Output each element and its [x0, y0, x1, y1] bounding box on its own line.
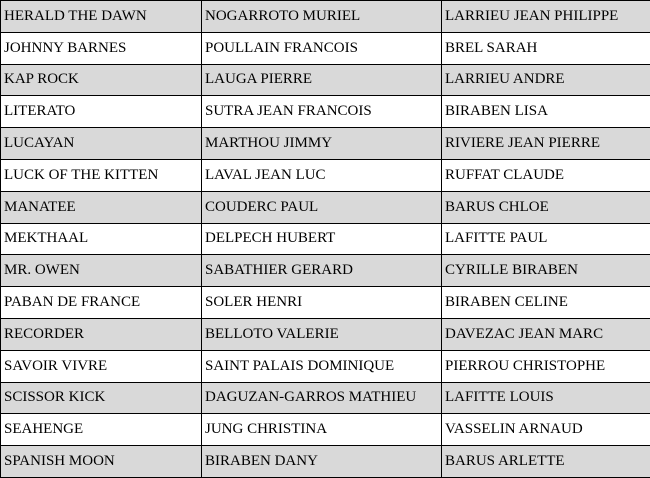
name-cell: SAVOIR VIVRE: [1, 350, 202, 382]
contact-cell: BIRABEN LISA: [442, 96, 650, 128]
name-cell: MEKTHAAL: [1, 223, 202, 255]
table-row: [1, 32, 650, 64]
contact-cell: LAFITTE LOUIS: [442, 382, 650, 414]
person-cell: SAINT PALAIS DOMINIQUE: [202, 350, 442, 382]
name-cell: MR. OWEN: [1, 255, 202, 287]
person-cell: LAUGA PIERRE: [202, 64, 442, 96]
contact-cell: LARRIEU JEAN PHILIPPE: [442, 1, 650, 33]
person-cell: JUNG CHRISTINA: [202, 414, 442, 446]
person-cell: LAVAL JEAN LUC: [202, 159, 442, 191]
table-row: [1, 128, 650, 160]
table-row: [1, 318, 650, 350]
table-row: [1, 96, 650, 128]
name-cell: RECORDER: [1, 318, 202, 350]
table-row: [1, 382, 650, 414]
table-row: [1, 287, 650, 319]
name-cell: KAP ROCK: [1, 64, 202, 96]
contact-cell: LARRIEU ANDRE: [442, 64, 650, 96]
name-cell: LUCK OF THE KITTEN: [1, 159, 202, 191]
entries-table-body: [1, 1, 650, 478]
table-row: [1, 64, 650, 96]
table-row: [1, 446, 650, 478]
name-cell: MANATEE: [1, 191, 202, 223]
person-cell: SOLER HENRI: [202, 287, 442, 319]
contact-cell: BREL SARAH: [442, 32, 650, 64]
person-cell: POULLAIN FRANCOIS: [202, 32, 442, 64]
contact-cell: CYRILLE BIRABEN: [442, 255, 650, 287]
person-cell: BELLOTO VALERIE: [202, 318, 442, 350]
person-cell: SUTRA JEAN FRANCOIS: [202, 96, 442, 128]
table-row: [1, 1, 650, 33]
contact-cell: DAVEZAC JEAN MARC: [442, 318, 650, 350]
person-cell: NOGARROTO MURIEL: [202, 1, 442, 33]
name-cell: SPANISH MOON: [1, 446, 202, 478]
person-cell: SABATHIER GERARD: [202, 255, 442, 287]
contact-cell: PIERROU CHRISTOPHE: [442, 350, 650, 382]
name-cell: PABAN DE FRANCE: [1, 287, 202, 319]
name-cell: LUCAYAN: [1, 128, 202, 160]
name-cell: LITERATO: [1, 96, 202, 128]
contact-cell: BARUS ARLETTE: [442, 446, 650, 478]
person-cell: DAGUZAN-GARROS MATHIEU: [202, 382, 442, 414]
person-cell: MARTHOU JIMMY: [202, 128, 442, 160]
contact-cell: LAFITTE PAUL: [442, 223, 650, 255]
contact-cell: RUFFAT CLAUDE: [442, 159, 650, 191]
table-row: [1, 414, 650, 446]
table-row: [1, 223, 650, 255]
name-cell: JOHNNY BARNES: [1, 32, 202, 64]
name-cell: SCISSOR KICK: [1, 382, 202, 414]
contact-cell: RIVIERE JEAN PIERRE: [442, 128, 650, 160]
table-row: [1, 255, 650, 287]
table-row: [1, 350, 650, 382]
table-row: [1, 159, 650, 191]
contact-cell: BIRABEN CELINE: [442, 287, 650, 319]
contact-cell: VASSELIN ARNAUD: [442, 414, 650, 446]
name-cell: SEAHENGE: [1, 414, 202, 446]
person-cell: BIRABEN DANY: [202, 446, 442, 478]
table-row: [1, 191, 650, 223]
person-cell: DELPECH HUBERT: [202, 223, 442, 255]
person-cell: COUDERC PAUL: [202, 191, 442, 223]
contact-cell: BARUS CHLOE: [442, 191, 650, 223]
name-cell: HERALD THE DAWN: [1, 1, 202, 33]
